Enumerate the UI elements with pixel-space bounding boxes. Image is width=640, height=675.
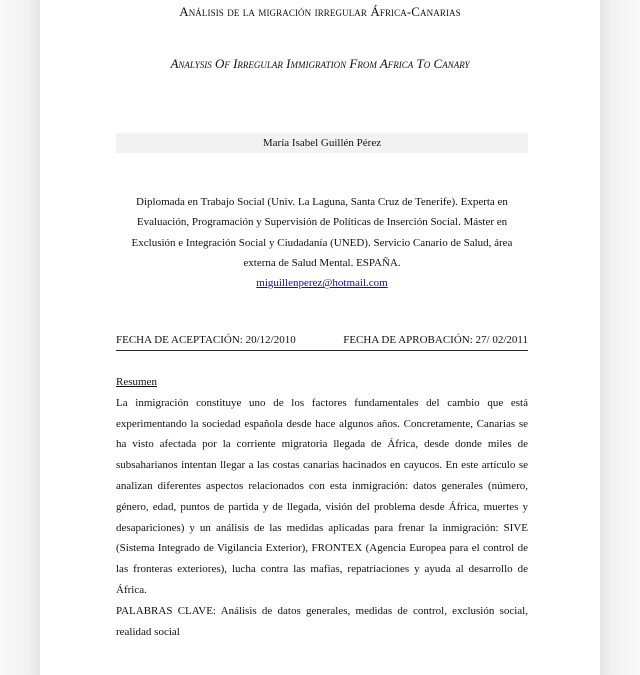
- affiliation-text: Diplomada en Trabajo Social (Univ. La Laguna, Santa Cruz de Tenerife). Experta en Evaluación, Programación y Supervisión de Políticas de Inserción Social. Máster en Exclusión e Integración Social y Ciudadanía (UNED). Servicio Canario de Salud, área externa de Salud Mental. ESPAÑA.: [131, 196, 513, 269]
- viewer-margin-right: [600, 0, 640, 675]
- title-english: Analysis Of Irregular Immigration From Africa To Canary: [170, 56, 470, 71]
- author-affiliation: [116, 192, 528, 293]
- document-page: [40, 0, 600, 675]
- abstract-body: La inmigración constituye uno de los factores fundamentales del cambio que está experimentando la sociedad española desde hace algunos años. Concretamente, Canarias se ha visto afectada por la corriente migratoria llegada de África, desde donde miles de subsaharianos intentan llegar a las costas canarias hacinados en cayucos. En este artículo se analizan diferentes aspectos relacionados con esta inmigración: datos generales (número, género, edad, puntos de partida y de llegada, visión del problema desde África, muertes y desapariciones) y un análisis de las medidas aplicadas para frenar la inmigración: SIVE (Sistema Integrado de Vigilancia Exterior), FRONTEX (Agencia Europea para el control de las fronteras exteriores), lucha contra las mafias, repatriaciones y ayuda al desarrollo de África.: [116, 396, 528, 596]
- title-spanish: Análisis de la migración irregular África-Canarias: [179, 4, 461, 19]
- viewer-margin-left: [0, 0, 40, 675]
- abstract-heading: Resumen: [116, 376, 157, 388]
- abstract-section: [116, 372, 528, 642]
- author-name: María Isabel Guillén Pérez: [116, 133, 528, 153]
- keywords: PALABRAS CLAVE: Análisis de datos generales, medidas de control, exclusión social, realidad social: [116, 604, 528, 638]
- acceptance-date: FECHA DE ACEPTACIÓN: 20/12/2010: [116, 334, 296, 346]
- approval-date: FECHA DE APROBACIÓN: 27/ 02/2011: [343, 334, 528, 346]
- email-link[interactable]: miguillenperez@hotmail.com: [256, 277, 388, 290]
- dates-line: [116, 330, 528, 351]
